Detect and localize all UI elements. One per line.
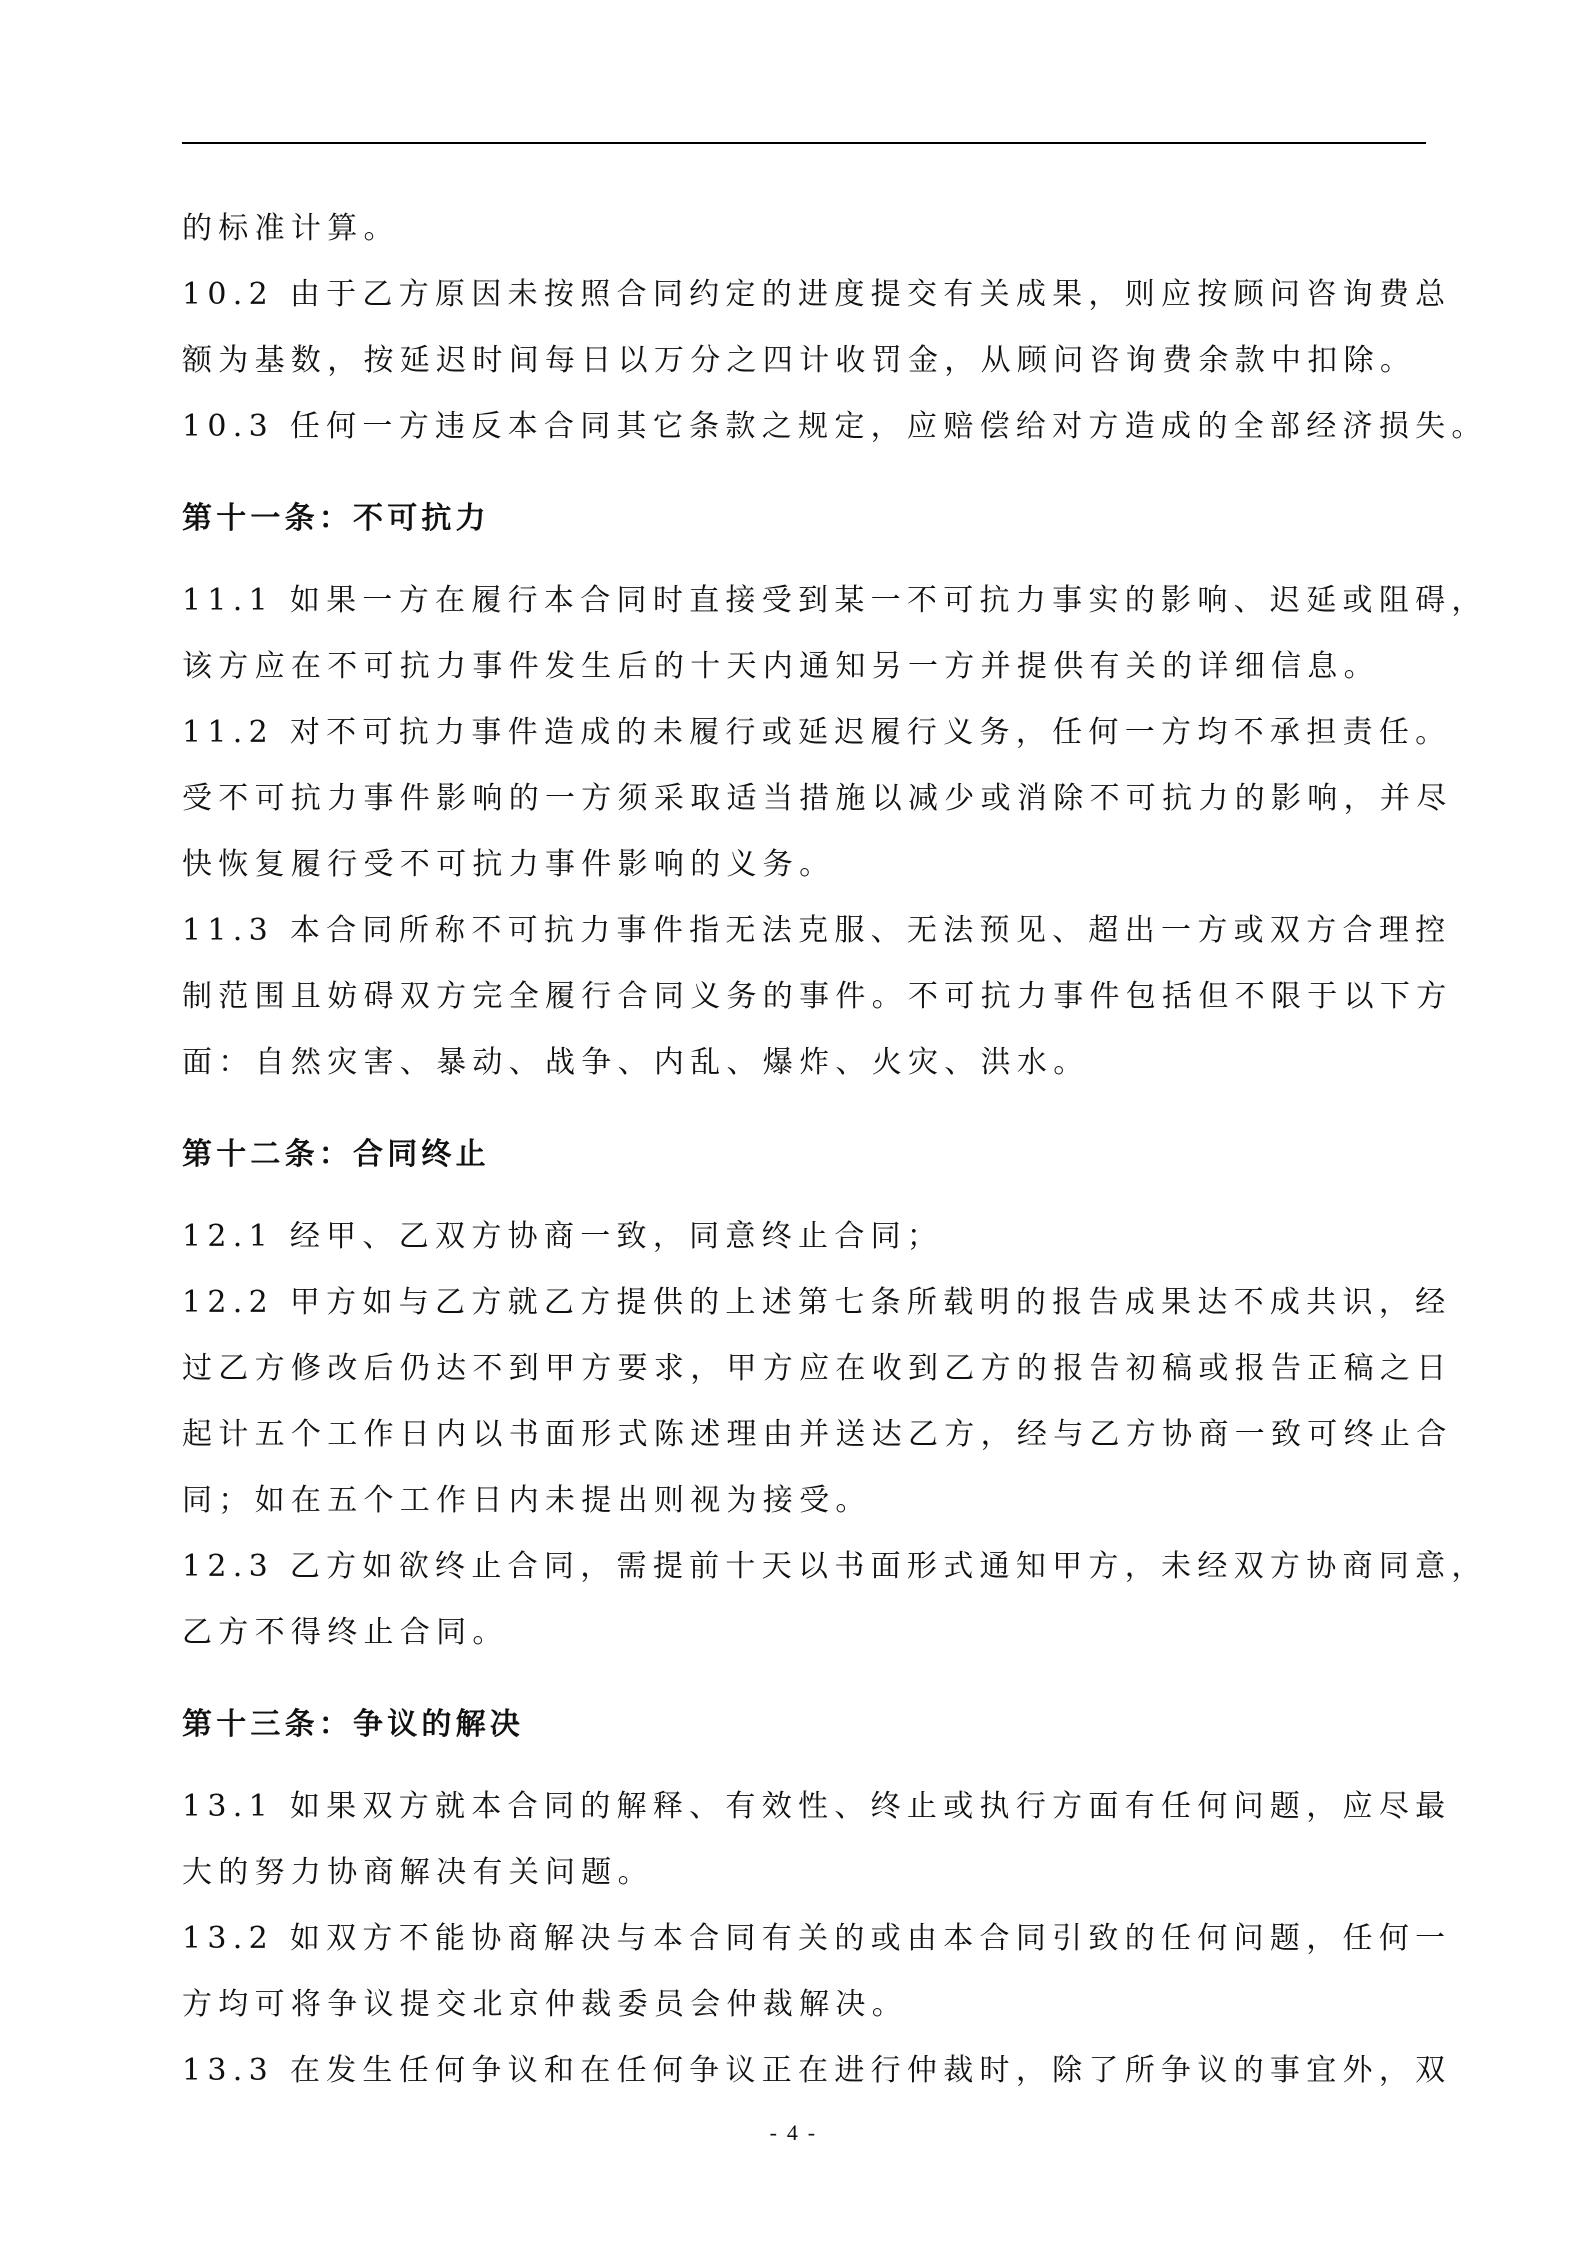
text-line: 11.1 如果一方在履行本合同时直接受到某一不可抗力事实的影响、迟延或阻碍， <box>182 583 1488 618</box>
text-line: 过乙方修改后仍达不到甲方要求，甲方应在收到乙方的报告初稿或报告正稿之日 <box>182 1351 1453 1386</box>
text-line: 10.2 由于乙方原因未按照合同约定的进度提交有关成果，则应按顾问咨询费总 <box>182 277 1452 312</box>
document-body <box>182 196 1488 2104</box>
text-line: 11.2 对不可抗力事件造成的未履行或延迟履行义务，任何一方均不承担责任。 <box>182 715 1452 750</box>
text-line: 13.2 如双方不能协商解决与本合同有关的或由本合同引致的任何问题，任何一 <box>182 1921 1452 1956</box>
text-line: 13.3 在发生任何争议和在任何争议正在进行仲裁时，除了所争议的事宜外，双 <box>182 2053 1452 2088</box>
section-heading: 第十二条：合同终止 <box>182 1137 490 1172</box>
text-line: 面：自然灾害、暴动、战争、内乱、爆炸、火灾、洪水。 <box>182 1045 1090 1080</box>
text-line: 10.3 任何一方违反本合同其它条款之规定，应赔偿给对方造成的全部经济损失。 <box>182 409 1488 444</box>
text-line: 受不可抗力事件影响的一方须采取适当措施以减少或消除不可抗力的影响，并尽 <box>182 781 1453 816</box>
section-heading: 第十一条：不可抗力 <box>182 501 490 536</box>
header-rule <box>182 142 1426 144</box>
text-line: 该方应在不可抗力事件发生后的十天内通知另一方并提供有关的详细信息。 <box>182 649 1380 684</box>
text-line: 快恢复履行受不可抗力事件影响的义务。 <box>182 847 836 882</box>
text-line: 额为基数，按延迟时间每日以万分之四计收罚金，从顾问咨询费余款中扣除。 <box>182 343 1417 378</box>
text-line: 12.2 甲方如与乙方就乙方提供的上述第七条所载明的报告成果达不成共识，经 <box>182 1285 1452 1320</box>
page-number: - 4 - <box>769 2120 818 2145</box>
section-heading: 第十三条：争议的解决 <box>182 1707 524 1742</box>
text-line: 13.1 如果双方就本合同的解释、有效性、终止或执行方面有任何问题，应尽最 <box>182 1789 1452 1824</box>
text-line: 11.3 本合同所称不可抗力事件指无法克服、无法预见、超出一方或双方合理控 <box>182 913 1452 948</box>
text-line: 制范围且妨碍双方完全履行合同义务的事件。不可抗力事件包括但不限于以下方 <box>182 979 1453 1014</box>
text-line: 同；如在五个工作日内未提出则视为接受。 <box>182 1483 872 1518</box>
text-line: 的标准计算。 <box>182 211 400 246</box>
text-line: 起计五个工作日内以书面形式陈述理由并送达乙方，经与乙方协商一致可终止合 <box>182 1417 1453 1452</box>
text-line: 方均可将争议提交北京仲裁委员会仲裁解决。 <box>182 1987 908 2022</box>
text-line: 大的努力协商解决有关问题。 <box>182 1855 654 1890</box>
text-line: 12.1 经甲、乙双方协商一致，同意终止合同； <box>182 1219 944 1254</box>
text-line: 12.3 乙方如欲终止合同，需提前十天以书面形式通知甲方，未经双方协商同意， <box>182 1549 1488 1584</box>
text-line: 乙方不得终止合同。 <box>182 1615 509 1650</box>
